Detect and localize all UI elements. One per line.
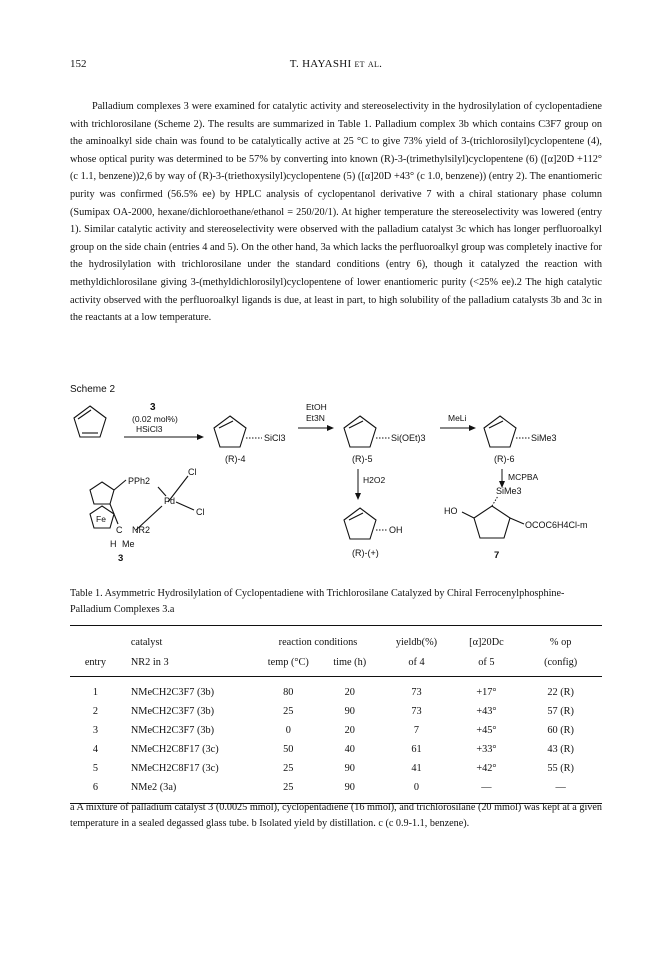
header-conditions: reaction conditions [278,636,358,648]
cell-alpha: +17° [476,687,497,698]
cell-entry: 6 [92,782,98,793]
product-7-ho: HO [444,506,458,516]
cell-temp: 25 [283,782,294,793]
cell-alpha: +33° [476,744,497,755]
arrow-head-1 [197,434,204,440]
alcohol-structure [344,508,376,539]
header-temp: temp (°C) [267,656,309,668]
table-row [70,759,602,778]
cell-time: 40 [344,744,355,755]
cell-entry: 4 [92,744,98,755]
product-4-label: (R)-4 [225,454,246,464]
cell-alpha: +42° [476,763,497,774]
product-7-structure [462,506,524,538]
product-4-group: SiCl3 [264,433,286,443]
cell-time: 90 [344,782,355,793]
header-op: % op [549,636,572,648]
header-yield: yieldb(%) [395,636,438,648]
cell-op: 60 (R) [547,725,574,736]
catalyst-nr2: NR2 [132,525,151,535]
catalyst-c: C [116,525,123,535]
catalyst-fe: Fe [96,514,106,524]
cell-entry: 5 [92,763,98,774]
header-config: (config) [544,656,578,668]
scheme-title: Scheme 2 [70,384,116,395]
cell-catalyst: NMeCH2C8F17 (3c) [130,744,219,755]
cell-yield: 0 [413,782,420,793]
cell-time: 20 [344,725,355,736]
cell-time: 90 [344,763,355,774]
body-paragraph: Palladium complexes 3 were examined for catalytic activity and stereoselectivity in the hydrosilylation of cyclopentadiene with trichlorosilane (Scheme 2). The results are summarized in Table 1. Palladium complex 3b which contains C3F7 group on the aminoalkyl side chain was found to be catalytically active at 25 °C to give 73% yield of 3-(trichlorosilyl)cyclopentene (4), whose optical purity was determined to be 57% by converting into known (R)-3-(trimethylsilyl)cyclopentene (6) ([α]20D +112° (c 1.1, benzene))2,6 by way of (R)-3-(triethoxysilyl)cyclopentene (5) ([α]20D +43° (c 1.0, benzene)) (entry 2). The enantiomeric purity was confirmed (56.5% ee) by HPLC analysis of cyclopentanol derivative 7 with a chiral stationary phase column (Sumipax OA-2000, hexane/dichloroethane/ethanol = 250/20/1). At higher temperature the stereoselectivity was lowered (entry 1). Similar catalytic activity and stereoselectivity were observed with the palladium catalyst 3c which has longer perfluoroalkyl group on the side chain (entries 4 and 5). On the other hand, 3a which lacks the perfluoroalkyl group was completely inactive for the hydrosilylation with trichlorosilane under the standard conditions (entry 6), though it catalyzed the reaction with methyldichlorosilane giving 3-(methyldichlorosilyl)cyclopentene of lower enantiomeric purity (<25% ee).2 The high catalytic activity observed with the perfluoroalkyl ligands is due, at least in part, to high solubility of the palladium catalysts 3b and 3c in the reactants at a low temperature. [70,101,602,324]
catalyst-cl1: Cl [188,467,197,477]
cell-time: 90 [344,706,355,717]
product-7-label: 7 [494,550,500,561]
cell-yield: 41 [411,763,422,774]
cell-op: — [555,782,566,793]
cell-op: 43 (R) [547,744,574,755]
arrow-head-4 [355,493,361,500]
page-number: 152 [70,58,87,70]
header-nr2: NR2 in 3 [130,656,169,668]
cell-catalyst: NMeCH2C3F7 (3b) [130,687,215,698]
catalyst-me: Me [122,539,135,549]
body-text [70,98,602,327]
reagent-h2o2: H2O2 [363,475,386,485]
product-5-structure [344,416,376,447]
cell-catalyst: NMeCH2C3F7 (3b) [130,725,215,736]
catalyst-label: 3 [118,553,124,564]
header-entry-blank [70,626,121,653]
table-row [70,702,602,721]
reagent-meli: MeLi [448,413,467,423]
cell-yield: 61 [411,744,422,755]
arrow-head-3 [469,425,476,431]
cell-alpha: — [481,782,492,793]
cell-yield: 7 [413,725,420,736]
cell-temp: 50 [283,744,294,755]
table-row [70,677,602,703]
alcohol-label: (R)-(+) [352,548,379,558]
catalyst-cl2: Cl [196,507,205,517]
table-caption: Table 1. Asymmetric Hydrosilylation of Cyclopentadiene with Trichlorosilane Catalyzed by Chiral Ferrocenylphosphine-Palladium Complexes 3.a [70,588,565,615]
arrow-head-2 [327,425,334,431]
cell-temp: 80 [283,687,294,698]
running-head: T. HAYASHI et al. [289,58,383,70]
header-catalyst: catalyst [130,636,163,648]
cell-yield: 73 [411,687,422,698]
cell-catalyst: NMeCH2C3F7 (3b) [130,706,215,717]
cell-op: 55 (R) [547,763,574,774]
cell-time: 20 [344,687,355,698]
cell-alpha: +43° [476,706,497,717]
page-header [70,58,602,74]
results-table [70,625,602,804]
alcohol-group: OH [389,525,403,535]
product-6-structure [484,416,516,447]
product-4-structure [214,416,246,447]
product-7-sime3: SiMe3 [496,486,522,496]
header-alpha: [α]20Dc [469,636,504,648]
cell-catalyst: NMeCH2C8F17 (3c) [130,763,219,774]
catalyst-pph2: PPh2 [128,476,151,486]
cell-op: 22 (R) [547,687,574,698]
cell-entry: 1 [92,687,98,698]
cell-op: 57 (R) [547,706,574,717]
reagent-hsicl3: HSiCl3 [136,424,163,434]
reagent-et3n: Et3N [306,413,325,423]
reagent-loading: (0.02 mol%) [132,414,178,424]
product-6-label: (R)-6 [494,454,515,464]
header-entry: entry [84,656,107,668]
header-of4: of 4 [408,656,425,668]
product-5-label: (R)-5 [352,454,373,464]
table-footnote: a A mixture of palladium catalyst 3 (0.0025 mmol), cyclopentadiene (16 mmol), and trichlorosilane (20 mmol) was kept at a given temperature in a sealed degassed glass tube. b Isolated yield by distillation. c (c 0.9-1.1, benzene). [70,802,602,829]
product-7-ester: OCOC6H4Cl-m [525,520,588,530]
cell-entry: 3 [92,725,98,736]
reagent-mcpba: MCPBA [508,472,539,482]
product-6-group: SiMe3 [531,433,557,443]
cell-temp: 25 [283,706,294,717]
product-5-group: Si(OEt)3 [391,433,426,443]
cell-yield: 73 [411,706,422,717]
cell-catalyst: NMe2 (3a) [130,782,177,793]
cell-entry: 2 [92,706,98,717]
cell-temp: 0 [285,725,291,736]
reagent-catalyst-label: 3 [150,402,156,413]
cyclopentadiene-structure [74,406,106,437]
catalyst-pd: Pd [164,496,176,506]
header-of5: of 5 [478,656,495,668]
table-row [70,740,602,759]
cell-temp: 25 [283,763,294,774]
table-row [70,721,602,740]
cell-alpha: +45° [476,725,497,736]
catalyst-h: H [110,539,117,549]
reagent-etoh: EtOH [306,402,327,412]
header-time: time (h) [333,656,367,668]
scheme-2 [70,380,630,575]
